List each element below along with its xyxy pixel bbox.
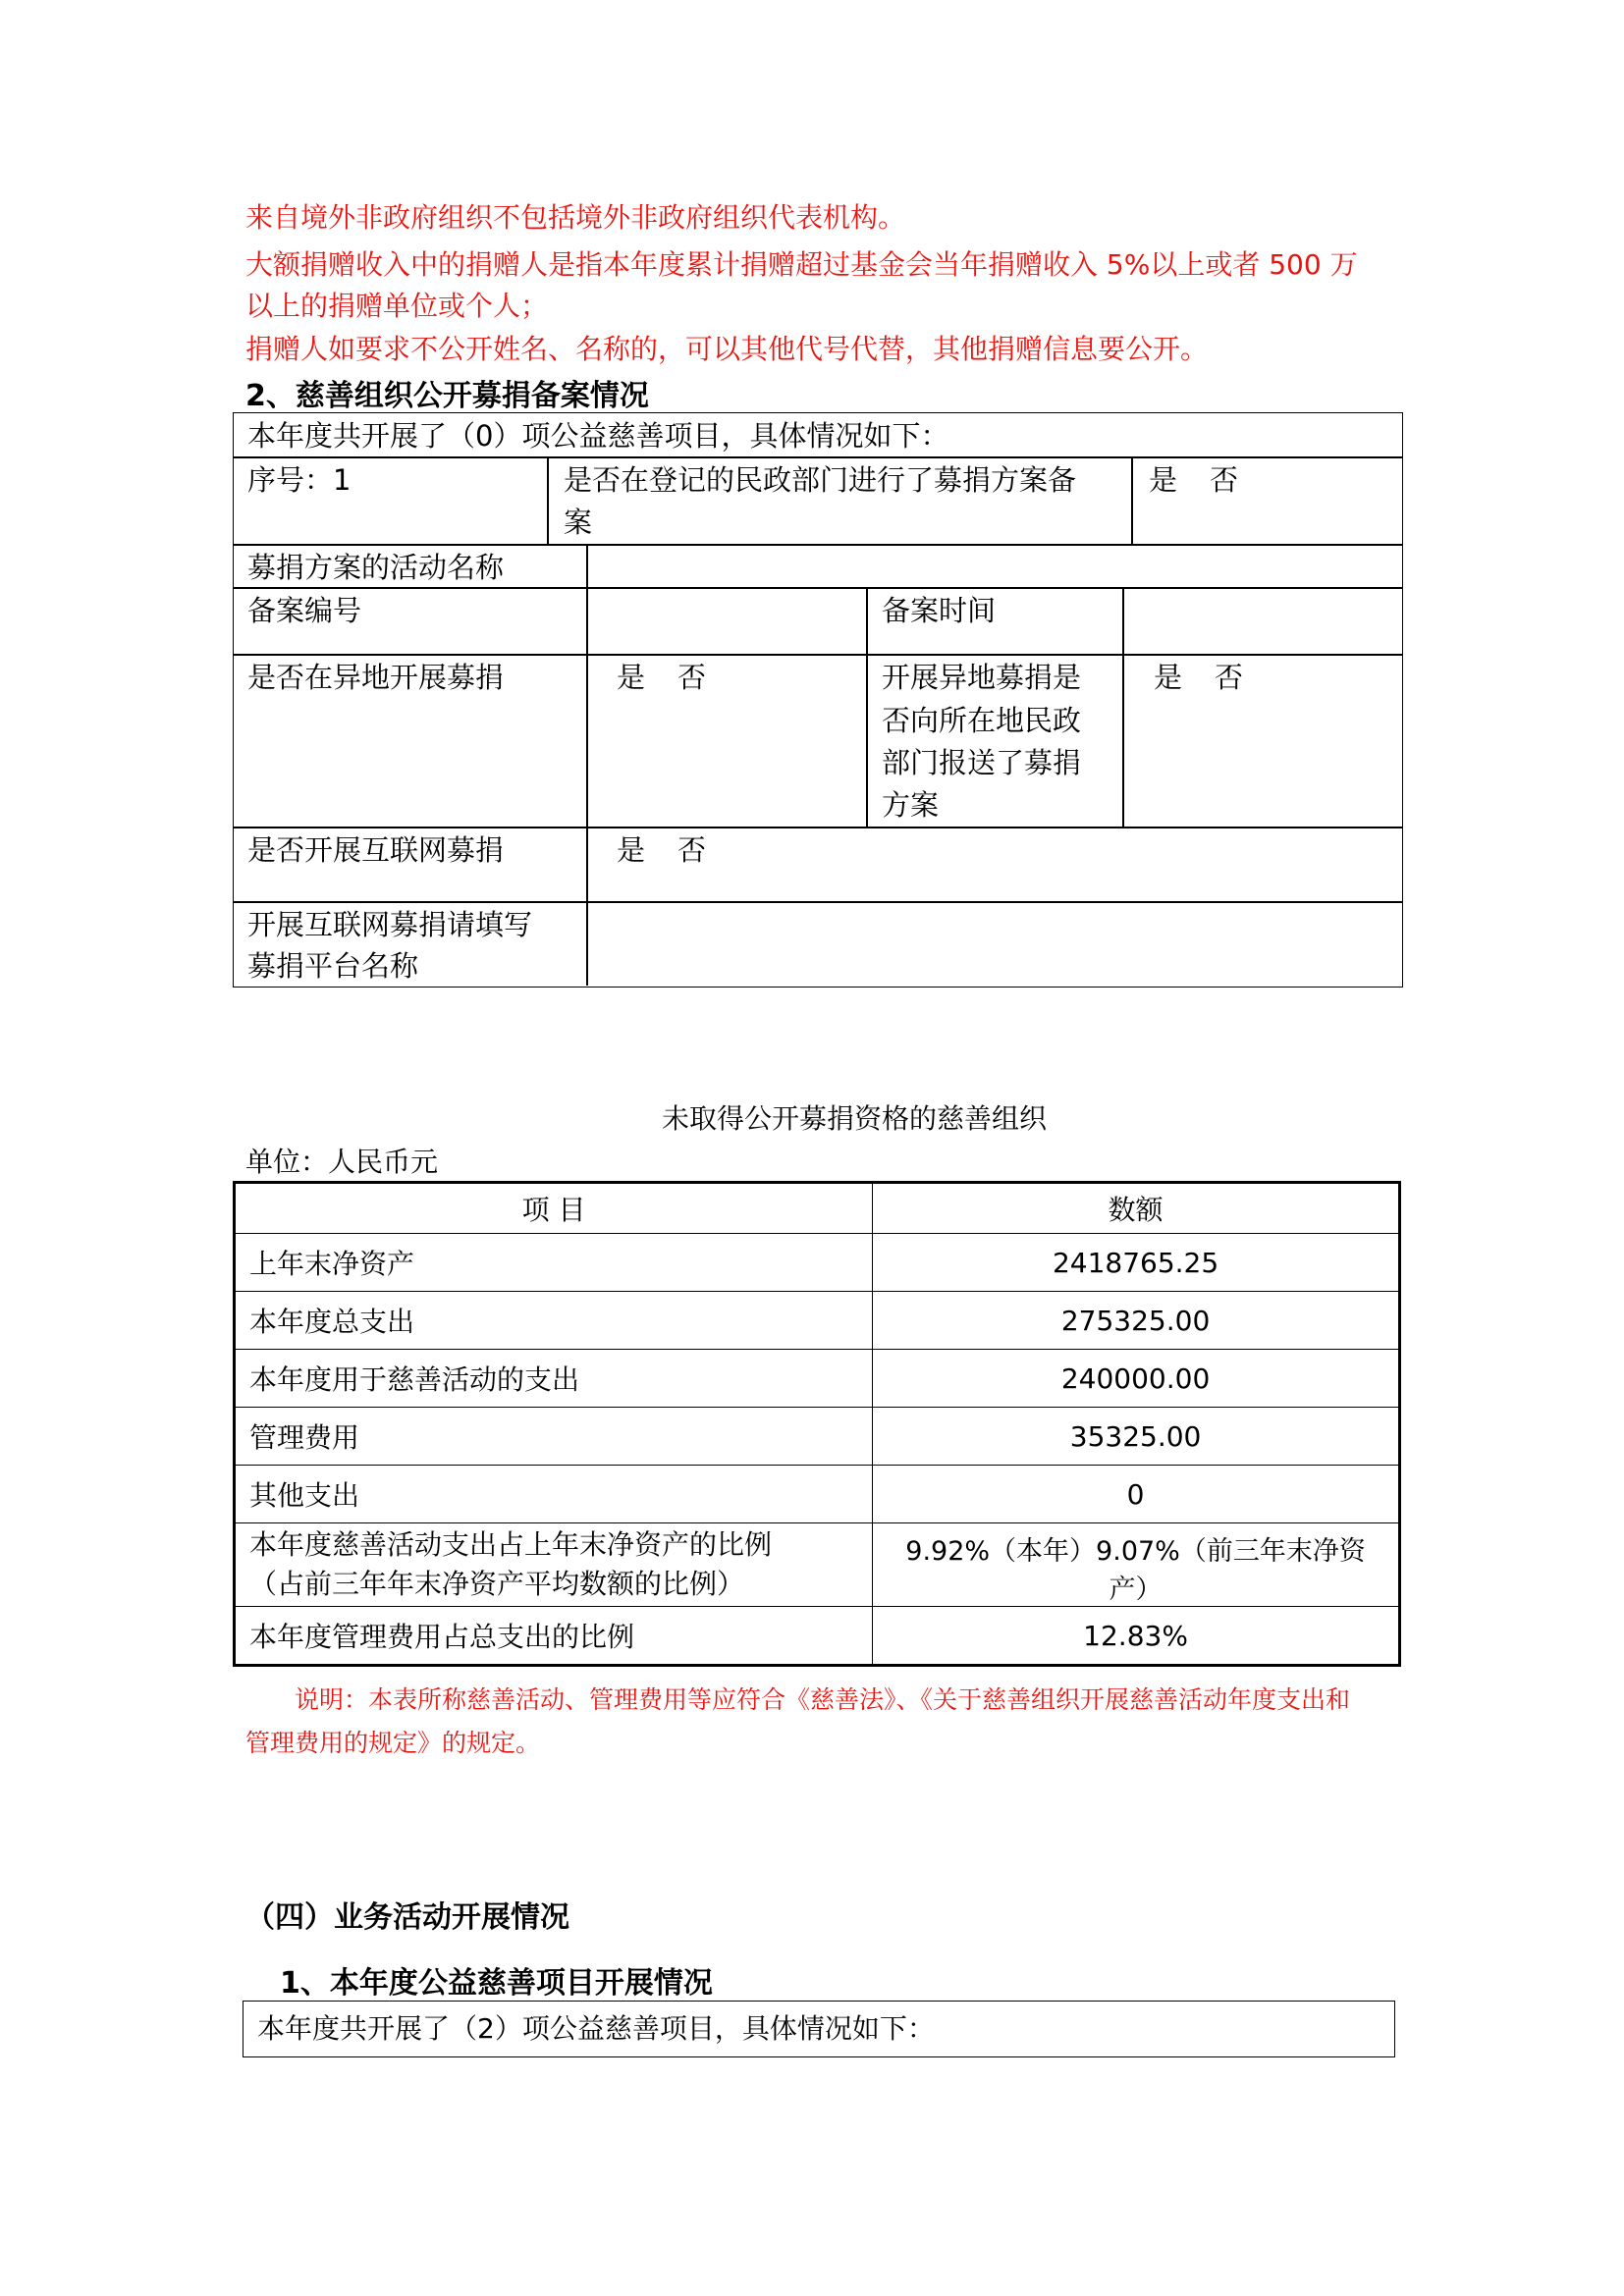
- row-amount: 275325.00: [873, 1292, 1400, 1350]
- remote-report-line-3: 部门报送了募捐: [882, 746, 1082, 779]
- platform-label-line-1: 开展互联网募捐请填写: [247, 908, 533, 941]
- finance-unit: 单位：人民币元: [245, 1146, 439, 1178]
- finance-table: [233, 1181, 1401, 1667]
- table-row: [235, 1523, 1400, 1607]
- filed-question-line-1: 是否在登记的民政部门进行了募捐方案备: [564, 463, 1077, 497]
- activity-name-label: 募捐方案的活动名称: [247, 551, 505, 584]
- ratio-amount: 9.92%（本年）9.07%（前三年末净资产）: [873, 1523, 1400, 1607]
- section-4-subtitle: 1、本年度公益慈善项目开展情况: [280, 1966, 713, 2001]
- row-item: 管理费用: [235, 1408, 873, 1466]
- filed-yes-option: 是: [1149, 463, 1178, 497]
- table-row: [235, 1607, 1400, 1666]
- finance-title: 未取得公开募捐资格的慈善组织: [661, 1102, 1047, 1135]
- row-amount: 0: [873, 1466, 1400, 1523]
- finance-note-line-2: 管理费用的规定》的规定。: [245, 1729, 541, 1757]
- seq-label: 序号：1: [247, 463, 352, 497]
- filed-no-option: 否: [1210, 463, 1239, 497]
- remote-report-line-1: 开展异地募捐是: [882, 661, 1082, 694]
- remote-no-option: 否: [677, 661, 707, 694]
- mgmt-item: 本年度管理费用占总支出的比例: [235, 1607, 873, 1666]
- mgmt-amount: 12.83%: [873, 1607, 1400, 1666]
- section-4-title: （四）业务活动开展情况: [245, 1900, 569, 1935]
- row-amount: 35325.00: [873, 1408, 1400, 1466]
- internet-yes-option: 是: [617, 833, 646, 867]
- projects-intro: 本年度共开展了（2）项公益慈善项目，具体情况如下：: [257, 2012, 935, 2045]
- internet-label: 是否开展互联网募捐: [247, 833, 505, 867]
- note-line-3: 以上的捐赠单位或个人；: [245, 290, 549, 322]
- finance-note-line-1: 说明：本表所称慈善活动、管理费用等应符合《慈善法》、《关于慈善组织开展慈善活动年度支出和: [295, 1685, 1351, 1714]
- ratio-item: [235, 1523, 873, 1607]
- note-line-4: 捐赠人如要求不公开姓名、名称的，可以其他代号代替，其他捐赠信息要公开。: [245, 333, 1209, 365]
- table-row: [235, 1350, 1400, 1408]
- table-row: [235, 1234, 1400, 1292]
- filed-question-line-2: 案: [564, 506, 593, 539]
- projects-table: [243, 2001, 1395, 2057]
- table-row: [235, 1292, 1400, 1350]
- filing-time-label: 备案时间: [882, 594, 997, 627]
- note-line-1: 来自境外非政府组织不包括境外非政府组织代表机构。: [245, 201, 906, 234]
- internet-no-option: 否: [677, 833, 707, 867]
- ratio-item-line-2: （占前三年年末净资产平均数额的比例）: [249, 1568, 745, 1600]
- ratio-item-line-1: 本年度慈善活动支出占上年末净资产的比例: [249, 1528, 773, 1561]
- row-item: 本年度总支出: [235, 1292, 873, 1350]
- filing-intro: 本年度共开展了（0）项公益慈善项目，具体情况如下：: [247, 419, 949, 453]
- remote-report-line-2: 否向所在地民政: [882, 704, 1082, 737]
- note-line-2: 大额捐赠收入中的捐赠人是指本年度累计捐赠超过基金会当年捐赠收入 5%以上或者 500 万: [245, 248, 1358, 281]
- remote-label: 是否在异地开展募捐: [247, 661, 505, 694]
- platform-label-line-2: 募捐平台名称: [247, 949, 419, 983]
- col-item-header: 项 目: [235, 1183, 873, 1234]
- remote-report-line-4: 方案: [882, 788, 940, 822]
- row-amount: 240000.00: [873, 1350, 1400, 1408]
- row-item: 本年度用于慈善活动的支出: [235, 1350, 873, 1408]
- row-amount: 2418765.25: [873, 1234, 1400, 1292]
- table-row: [235, 1408, 1400, 1466]
- col-amount-header: 数额: [873, 1183, 1400, 1234]
- table-row: [235, 1466, 1400, 1523]
- remote-report-no-option: 否: [1215, 661, 1244, 694]
- row-item: 其他支出: [235, 1466, 873, 1523]
- row-item: 上年末净资产: [235, 1234, 873, 1292]
- filing-no-label: 备案编号: [247, 594, 362, 627]
- table-header-row: [235, 1183, 1400, 1234]
- section-2-title: 2、慈善组织公开募捐备案情况: [245, 379, 649, 413]
- remote-report-yes-option: 是: [1154, 661, 1183, 694]
- remote-yes-option: 是: [617, 661, 646, 694]
